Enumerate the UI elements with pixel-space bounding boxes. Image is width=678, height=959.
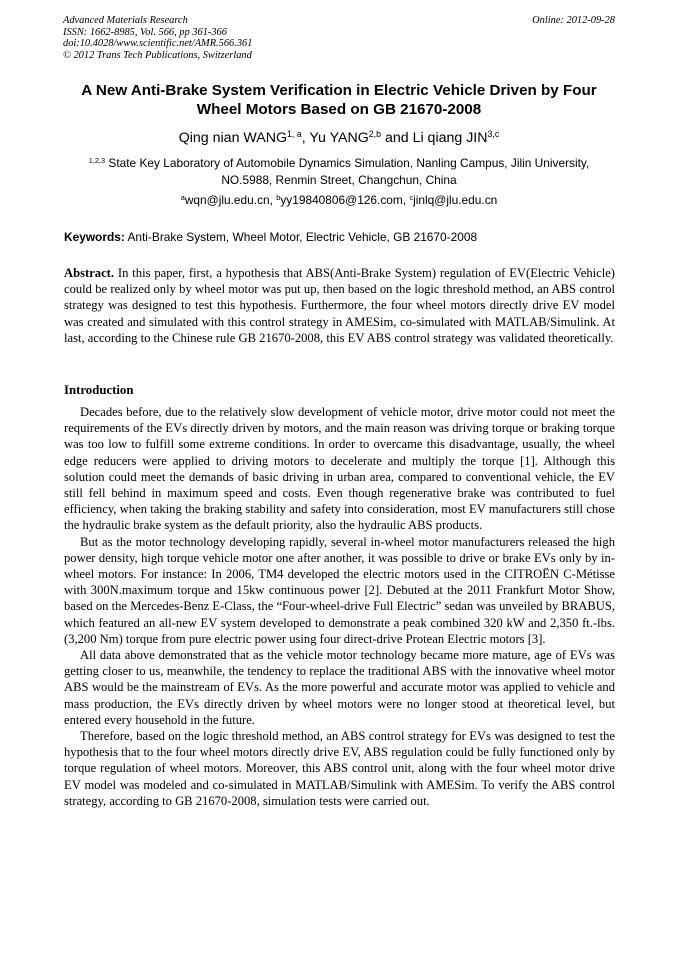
abstract — [64, 265, 615, 346]
keywords-text: Anti-Brake System, Wheel Motor, Electric Vehicle, GB 21670-2008 — [124, 230, 478, 244]
email-1-mark: a — [180, 192, 185, 202]
email-separator: , — [269, 193, 277, 207]
author-1: Qing nian WANG — [178, 130, 288, 146]
paragraph: Therefore, based on the logic threshold method, an ABS control strategy for EVs was designed to test the hypothesis that to the four wheel motors directly drive EV, ABS regulation could be fully functioned only by torque regulation of wheel motors. Moreover, this ABS control unit, along with the four wheel motor drive EV model was modeled and co-simulated in MATLAB/Simulink with AMESim. To verify the ABS control strategy, according to GB 21670-2008, simulation tests were carried out. — [64, 729, 615, 808]
author-2-affil-mark: 2,b — [368, 129, 382, 140]
email-list — [0, 192, 678, 208]
email-separator: , — [402, 193, 410, 207]
keywords-label: Keywords: — [64, 230, 125, 244]
keywords — [64, 229, 616, 245]
affiliation — [70, 155, 608, 188]
email-3-mark: c — [409, 192, 414, 202]
doi-line: doi:10.4028/www.scientific.net/AMR.566.361 — [63, 38, 253, 50]
affiliation-mark: 1,2,3 — [88, 155, 106, 165]
author-3-affil-mark: 3,c — [487, 129, 500, 140]
abstract-label: Abstract. — [64, 266, 115, 280]
introduction-body — [64, 404, 615, 809]
affiliation-text: State Key Laboratory of Automobile Dynamics Simulation, Nanling Campus, Jilin University, NO.5988, Renmin Street, Changchun, China — [105, 156, 590, 187]
email-2[interactable]: yy19840806@126.com — [280, 193, 403, 207]
journal-header — [63, 15, 615, 61]
paragraph: Decades before, due to the relatively slow development of vehicle motor, drive motor could not meet the requirements of the EVs directly driven by motors, and the main reason was driving torque or braking torque was too low to fulfill some extreme conditions. In order to overcame this disadvantage, usually, the wheel edge reducers were applied to driving motors to decelerate and multiply the torque [1]. Although this solution could meet the demands of basic driving in urban area, compared to conventional vehicle, the EV still fell behind in maximum speed and costs. Even though regenerative brake was contributed to fuel efficiency, when taking the braking stability and safety into consideration, most EV manufacturers still chose the hydraulic brake system as the default priority, also the hydraulic ABS products. — [64, 405, 615, 533]
paragraph: All data above demonstrated that as the vehicle motor technology became more mature, age of EVs was getting closer to us, meanwhile, the tendency to replace the traditional ABS with the innovative wheel motor ABS would be the mainstream of EVs. As the more powerful and accurate motor was applied to vehicle and mass production, the EVs directly driven by wheel motors were no longer stood at theoretical level, but entered every household in the future. — [64, 648, 615, 727]
section-heading: Introduction — [64, 383, 134, 397]
email-3[interactable]: jinlq@jlu.edu.cn — [413, 193, 498, 207]
journal-name: Advanced Materials Research — [63, 15, 188, 26]
author-separator: and — [381, 130, 413, 146]
author-1-affil-mark: 1, a — [287, 129, 302, 140]
online-date: Online: 2012-09-28 — [532, 15, 615, 26]
author-3: Li qiang JIN — [412, 130, 488, 146]
author-list — [0, 129, 678, 147]
copyright-line: © 2012 Trans Tech Publications, Switzerland — [63, 49, 252, 61]
author-2: Yu YANG — [309, 130, 369, 146]
issn-line: ISSN: 1662-8985, Vol. 566, pp 361-366 — [63, 26, 227, 38]
abstract-text: In this paper, first, a hypothesis that ABS(Anti-Brake System) regulation of EV(Electric Vehicle) could be realized only by wheel motor was put up, then based on the logic threshold method, an ABS control strategy was designed to test this hypothesis. Furthermore, the four wheel motors directly drive EV model was created and simulated with this control strategy in AMESim, co-simulated with MATLAB/Simulink. At last, according to the Chinese rule GB 21670-2008, this EV ABS control strategy was validated theoretically. — [64, 266, 615, 345]
paper-title: A New Anti-Brake System Verification in Electric Vehicle Driven by Four Wheel Motors Based on GB 21670-2008 — [81, 82, 597, 118]
email-2-mark: b — [276, 192, 281, 202]
author-separator: , — [301, 130, 310, 146]
paragraph: But as the motor technology developing rapidly, several in-wheel motor manufacturers released the high power density, high torque vehicle motor one after another, it was possible to drive or brake EVs only by in-wheel motors. For instance: In 2006, TM4 developed the electric motors used in the CITROËN C-Métisse with 300N.maximum torque and 15kw continuous power [2]. Debuted at the 2011 Frankfurt Motor Show, based on the Mercedes-Benz E-Class, the “Four-wheel-drive Full Electric” sedan was unveiled by BRABUS, which featured an all-new EV system developed to demonstrate a peak combined 320 kW and 2,350 ft.-lbs. (3,200 Nm) torque from pure electric power using four direct-drive Protean Electric motors [3]. — [64, 534, 615, 646]
email-1[interactable]: wqn@jlu.edu.cn — [184, 193, 270, 207]
